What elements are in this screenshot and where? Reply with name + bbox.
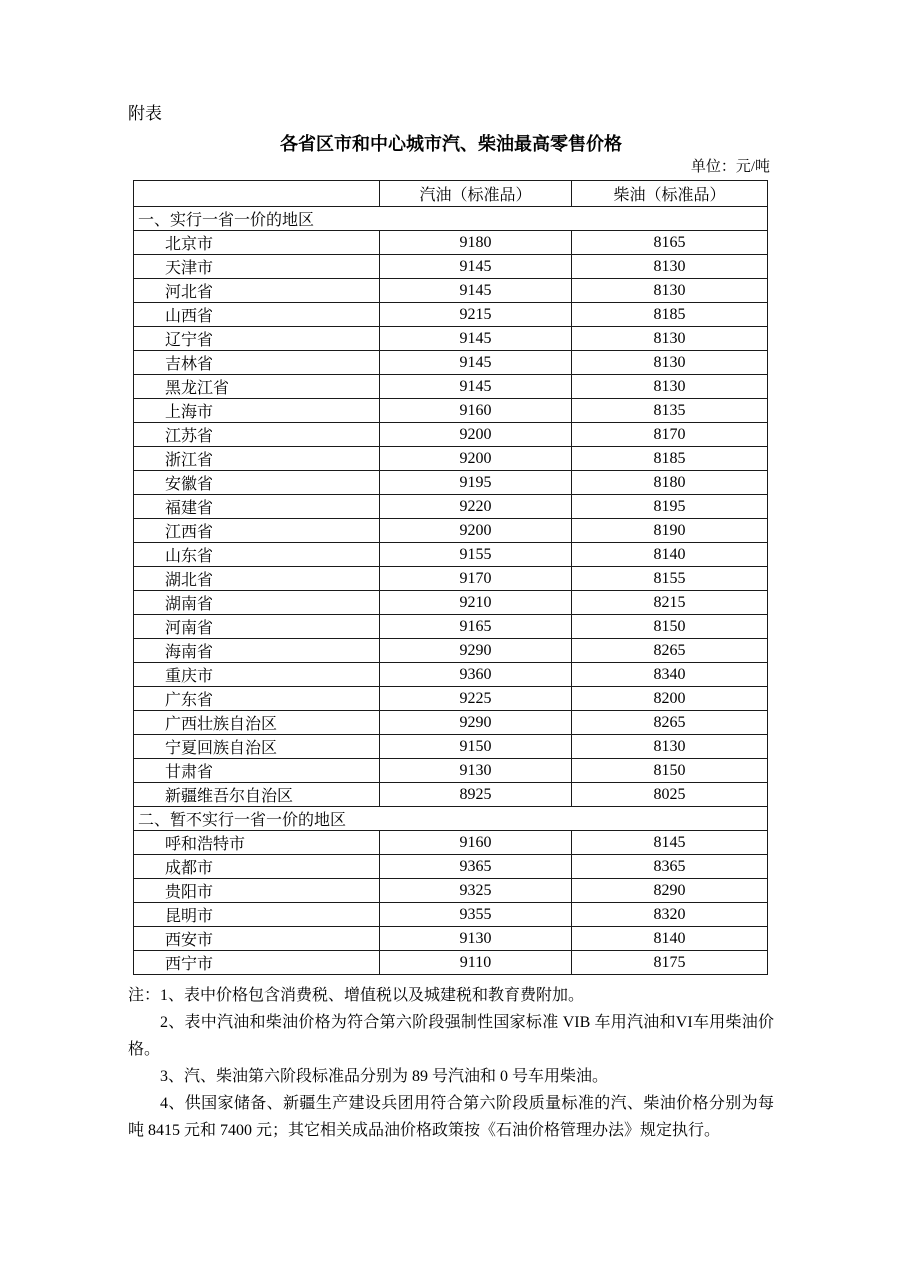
table-row — [134, 327, 768, 351]
table-row — [134, 399, 768, 423]
unit-label: 单位：元/吨 — [690, 159, 770, 175]
gasoline-price-cell: 9360 — [380, 663, 572, 687]
gasoline-price-cell: 9145 — [380, 351, 572, 375]
diesel-price-cell: 8175 — [572, 951, 768, 975]
table-row — [134, 423, 768, 447]
table-row — [134, 687, 768, 711]
table-row — [134, 831, 768, 855]
diesel-price-cell: 8130 — [572, 255, 768, 279]
region-cell: 昆明市 — [134, 903, 380, 927]
table-row — [134, 879, 768, 903]
diesel-price-cell: 8145 — [572, 831, 768, 855]
gasoline-price-cell: 9225 — [380, 687, 572, 711]
gasoline-price-cell: 8925 — [380, 783, 572, 807]
region-column-header — [134, 181, 380, 207]
gasoline-price-cell: 9130 — [380, 927, 572, 951]
table-row — [134, 591, 768, 615]
diesel-price-cell: 8135 — [572, 399, 768, 423]
region-cell: 北京市 — [134, 231, 380, 255]
diesel-price-cell: 8215 — [572, 591, 768, 615]
diesel-price-cell: 8195 — [572, 495, 768, 519]
region-cell: 天津市 — [134, 255, 380, 279]
gasoline-price-cell: 9110 — [380, 951, 572, 975]
section-header-row — [134, 207, 768, 231]
table-row — [134, 735, 768, 759]
table-row — [134, 951, 768, 975]
diesel-price-cell: 8190 — [572, 519, 768, 543]
region-cell: 广西壮族自治区 — [134, 711, 380, 735]
gasoline-price-cell: 9145 — [380, 255, 572, 279]
region-cell: 山西省 — [134, 303, 380, 327]
section-header-row — [134, 807, 768, 831]
diesel-price-cell: 8130 — [572, 351, 768, 375]
note-item-2: 2、表中汽油和柴油价格为符合第六阶段强制性国家标准 VIB 车用汽油和VI车用柴油价格。 — [128, 1014, 774, 1058]
region-cell: 江西省 — [134, 519, 380, 543]
diesel-price-cell: 8130 — [572, 735, 768, 759]
region-cell: 西宁市 — [134, 951, 380, 975]
diesel-price-cell: 8150 — [572, 759, 768, 783]
diesel-price-cell: 8170 — [572, 423, 768, 447]
gasoline-price-cell: 9130 — [380, 759, 572, 783]
notes-section — [128, 982, 774, 1144]
diesel-price-cell: 8265 — [572, 711, 768, 735]
table-row — [134, 639, 768, 663]
gasoline-price-cell: 9150 — [380, 735, 572, 759]
region-cell: 湖南省 — [134, 591, 380, 615]
diesel-price-cell: 8365 — [572, 855, 768, 879]
diesel-price-cell: 8130 — [572, 327, 768, 351]
table-row — [134, 663, 768, 687]
table-row — [134, 567, 768, 591]
table-row — [134, 855, 768, 879]
region-cell: 新疆维吾尔自治区 — [134, 783, 380, 807]
table-row — [134, 615, 768, 639]
region-cell: 海南省 — [134, 639, 380, 663]
gasoline-price-cell: 9160 — [380, 399, 572, 423]
diesel-price-cell: 8265 — [572, 639, 768, 663]
price-table-body — [134, 207, 768, 975]
diesel-price-cell: 8025 — [572, 783, 768, 807]
diesel-price-cell: 8165 — [572, 231, 768, 255]
gasoline-price-cell: 9180 — [380, 231, 572, 255]
diesel-price-cell: 8130 — [572, 375, 768, 399]
table-header-row — [134, 181, 768, 207]
document-content — [128, 103, 774, 1144]
region-cell: 福建省 — [134, 495, 380, 519]
region-cell: 浙江省 — [134, 447, 380, 471]
region-cell: 西安市 — [134, 927, 380, 951]
region-cell: 广东省 — [134, 687, 380, 711]
gasoline-price-cell: 9160 — [380, 831, 572, 855]
table-row — [134, 543, 768, 567]
gasoline-price-cell: 9290 — [380, 639, 572, 663]
region-cell: 黑龙江省 — [134, 375, 380, 399]
gasoline-price-cell: 9145 — [380, 375, 572, 399]
diesel-price-cell: 8150 — [572, 615, 768, 639]
diesel-price-cell: 8185 — [572, 447, 768, 471]
region-cell: 湖北省 — [134, 567, 380, 591]
diesel-price-cell: 8200 — [572, 687, 768, 711]
table-row — [134, 783, 768, 807]
table-row — [134, 255, 768, 279]
region-cell: 辽宁省 — [134, 327, 380, 351]
diesel-price-cell: 8155 — [572, 567, 768, 591]
table-row — [134, 231, 768, 255]
table-row — [134, 519, 768, 543]
gasoline-price-cell: 9220 — [380, 495, 572, 519]
table-row — [134, 759, 768, 783]
note-item-4: 4、供国家储备、新疆生产建设兵团用符合第六阶段质量标准的汽、柴油价格分别为每吨 8415 元和 7400 元；其它相关成品油价格政策按《石油价格管理办法》规定执行。 — [128, 1095, 774, 1139]
gasoline-column-header: 汽油（标准品） — [380, 181, 572, 207]
region-cell: 重庆市 — [134, 663, 380, 687]
table-row — [134, 495, 768, 519]
gasoline-price-cell: 9365 — [380, 855, 572, 879]
diesel-price-cell: 8185 — [572, 303, 768, 327]
region-cell: 甘肃省 — [134, 759, 380, 783]
table-row — [134, 303, 768, 327]
region-cell: 上海市 — [134, 399, 380, 423]
gasoline-price-cell: 9200 — [380, 519, 572, 543]
region-cell: 河南省 — [134, 615, 380, 639]
diesel-price-cell: 8130 — [572, 279, 768, 303]
page-title: 各省区市和中心城市汽、柴油最高零售价格 — [280, 134, 622, 154]
gasoline-price-cell: 9210 — [380, 591, 572, 615]
region-cell: 河北省 — [134, 279, 380, 303]
gasoline-price-cell: 9200 — [380, 447, 572, 471]
section-title: 二、暂不实行一省一价的地区 — [134, 807, 768, 831]
gasoline-price-cell: 9155 — [380, 543, 572, 567]
note-item-3: 3、汽、柴油第六阶段标准品分别为 89 号汽油和 0 号车用柴油。 — [160, 1068, 609, 1085]
gasoline-price-cell: 9200 — [380, 423, 572, 447]
gasoline-price-cell: 9355 — [380, 903, 572, 927]
diesel-price-cell: 8180 — [572, 471, 768, 495]
gasoline-price-cell: 9215 — [380, 303, 572, 327]
diesel-price-cell: 8320 — [572, 903, 768, 927]
gasoline-price-cell: 9195 — [380, 471, 572, 495]
table-row — [134, 471, 768, 495]
region-cell: 山东省 — [134, 543, 380, 567]
price-table — [133, 180, 768, 975]
table-row — [134, 903, 768, 927]
region-cell: 贵阳市 — [134, 879, 380, 903]
table-row — [134, 927, 768, 951]
diesel-price-cell: 8140 — [572, 927, 768, 951]
note-item-1: 注：1、表中价格包含消费税、增值税以及城建税和教育费附加。 — [128, 987, 585, 1004]
diesel-price-cell: 8340 — [572, 663, 768, 687]
gasoline-price-cell: 9170 — [380, 567, 572, 591]
gasoline-price-cell: 9165 — [380, 615, 572, 639]
region-cell: 成都市 — [134, 855, 380, 879]
region-cell: 吉林省 — [134, 351, 380, 375]
table-row — [134, 711, 768, 735]
section-title: 一、实行一省一价的地区 — [134, 207, 768, 231]
gasoline-price-cell: 9325 — [380, 879, 572, 903]
gasoline-price-cell: 9290 — [380, 711, 572, 735]
region-cell: 宁夏回族自治区 — [134, 735, 380, 759]
appendix-label: 附表 — [128, 104, 162, 123]
table-row — [134, 447, 768, 471]
table-row — [134, 351, 768, 375]
region-cell: 呼和浩特市 — [134, 831, 380, 855]
table-row — [134, 375, 768, 399]
gasoline-price-cell: 9145 — [380, 327, 572, 351]
gasoline-price-cell: 9145 — [380, 279, 572, 303]
region-cell: 江苏省 — [134, 423, 380, 447]
diesel-column-header: 柴油（标准品） — [572, 181, 768, 207]
table-row — [134, 279, 768, 303]
diesel-price-cell: 8140 — [572, 543, 768, 567]
region-cell: 安徽省 — [134, 471, 380, 495]
diesel-price-cell: 8290 — [572, 879, 768, 903]
